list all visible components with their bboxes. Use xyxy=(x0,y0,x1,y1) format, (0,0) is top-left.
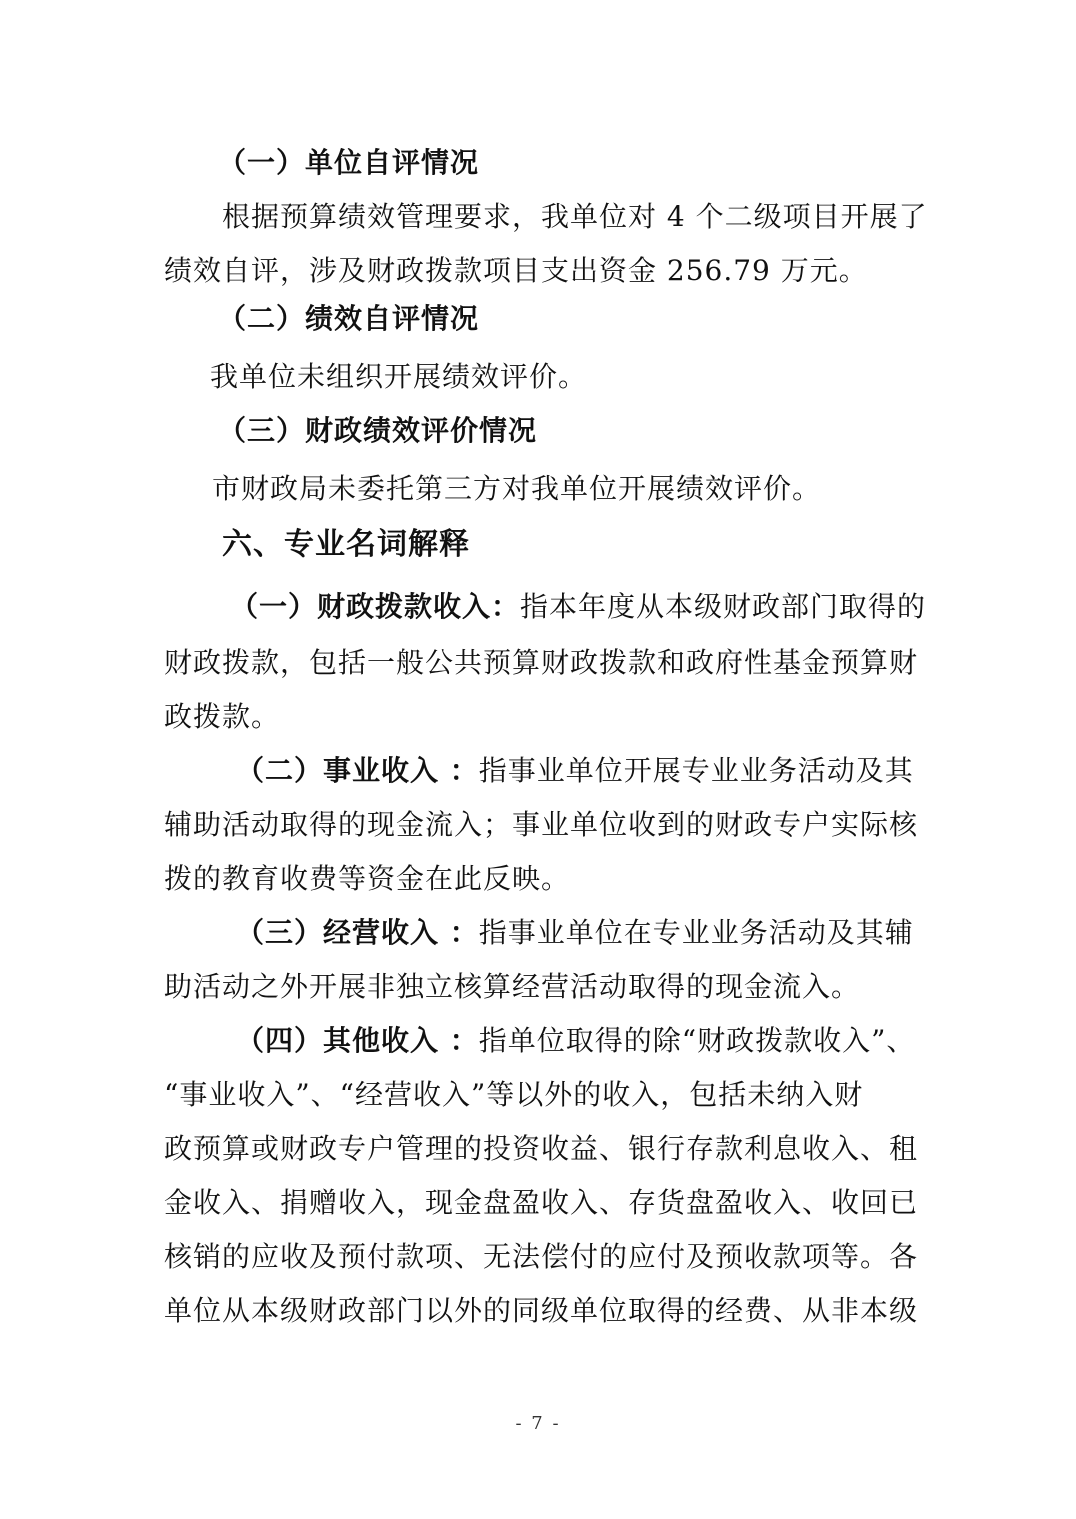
chapter-heading-terminology: 六、专业名词解释 xyxy=(222,527,470,562)
paragraph-line: 单位从本级财政部门以外的同级单位取得的经费、从非本级 xyxy=(164,1294,919,1327)
paragraph-line: 核销的应收及预付款项、无法偿付的应付及预收款项等。各 xyxy=(164,1240,919,1273)
paragraph-line: 辅助活动取得的现金流入；事业单位收到的财政专户实际核 xyxy=(164,808,919,841)
term-first-line xyxy=(236,754,914,788)
term-first-line xyxy=(236,916,914,950)
paragraph-line: 根据预算绩效管理要求，我单位对 4 个二级项目开展了 xyxy=(222,200,928,233)
term-label: （三）经营收入 ： xyxy=(236,916,479,949)
paragraph-line: 拨的教育收费等资金在此反映。 xyxy=(164,862,571,895)
term-label: （二）事业收入 ： xyxy=(236,754,479,787)
paragraph-line: 财政拨款，包括一般公共预算财政拨款和政府性基金预算财 xyxy=(164,646,919,679)
term-first-line xyxy=(236,1024,915,1058)
paragraph-line: 绩效自评，涉及财政拨款项目支出资金 256.79 万元。 xyxy=(164,254,868,287)
term-definition: 指本年度从本级财政部门取得的 xyxy=(520,590,927,623)
paragraph-line: “事业收入”、“经营收入”等以外的收入，包括未纳入财 xyxy=(164,1078,864,1111)
term-label: （四）其他收入 ： xyxy=(236,1024,479,1057)
term-definition: 指事业单位开展专业业务活动及其 xyxy=(478,754,914,787)
section-heading-performance-self-evaluation: （二）绩效自评情况 xyxy=(218,302,480,335)
paragraph-line: 我单位未组织开展绩效评价。 xyxy=(210,360,588,393)
term-definition: 指事业单位在专业业务活动及其辅 xyxy=(478,916,914,949)
paragraph-line: 助活动之外开展非独立核算经营活动取得的现金流入。 xyxy=(164,970,861,1003)
paragraph-line: 市财政局未委托第三方对我单位开展绩效评价。 xyxy=(212,472,822,505)
paragraph-line: 金收入、捐赠收入，现金盘盈收入、存货盘盈收入、收回已 xyxy=(164,1186,919,1219)
section-heading-self-evaluation: （一）单位自评情况 xyxy=(218,146,480,179)
section-heading-fiscal-evaluation: （三）财政绩效评价情况 xyxy=(218,414,538,447)
page-number: - 7 - xyxy=(515,1413,561,1434)
term-label: （一）财政拨款收入： xyxy=(230,590,521,623)
paragraph-line: 政拨款。 xyxy=(164,700,281,733)
paragraph-line: 政预算或财政专户管理的投资收益、银行存款利息收入、租 xyxy=(164,1132,919,1165)
term-definition: 指单位取得的除“财政拨款收入”、 xyxy=(478,1024,916,1057)
term-first-line xyxy=(230,590,926,624)
